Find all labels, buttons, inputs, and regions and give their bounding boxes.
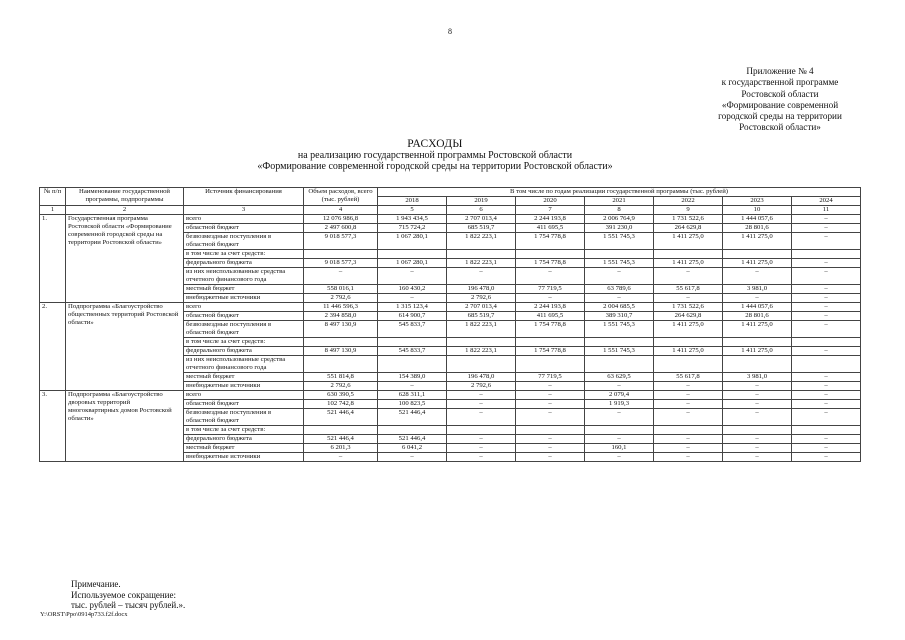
- col-number: 4: [304, 206, 378, 215]
- total-value: 551 814,8: [304, 373, 378, 382]
- total-value: 11 446 596,3: [304, 303, 378, 312]
- year-value: –: [516, 400, 585, 409]
- header-years-group: В том числе по годам реализации государственной программы (тыс. рублей): [378, 188, 861, 197]
- year-value: –: [585, 268, 654, 285]
- year-value: 389 310,7: [585, 312, 654, 321]
- appendix-line: городской среды на территории: [718, 111, 842, 122]
- year-value: 1 822 223,1: [447, 321, 516, 338]
- year-value: –: [378, 382, 447, 391]
- year-value: –: [723, 294, 792, 303]
- year-value: –: [723, 268, 792, 285]
- year-value: [723, 426, 792, 435]
- year-value: –: [792, 373, 861, 382]
- year-value: [723, 250, 792, 259]
- appendix-line: Ростовской области»: [739, 122, 821, 133]
- funding-source: безвозмездные поступления в областной бюджет: [184, 321, 304, 338]
- year-value: –: [723, 400, 792, 409]
- funding-source: безвозмездные поступления в областной бюджет: [184, 409, 304, 426]
- year-value: 100 823,5: [378, 400, 447, 409]
- header-year: 2021: [585, 197, 654, 206]
- year-value: –: [516, 268, 585, 285]
- year-value: [585, 338, 654, 347]
- year-value: 3 981,0: [723, 285, 792, 294]
- note-line: тыс. рублей – тысяч рублей.».: [71, 600, 186, 610]
- total-value: –: [304, 268, 378, 285]
- table-row: [40, 303, 861, 312]
- year-value: 1 411 275,0: [654, 347, 723, 356]
- header-source: Источник финансирования: [184, 188, 304, 206]
- year-value: 77 719,5: [516, 285, 585, 294]
- year-value: 1 551 745,3: [585, 321, 654, 338]
- year-value: 1 411 275,0: [723, 347, 792, 356]
- table-body: [40, 215, 861, 462]
- year-value: [516, 250, 585, 259]
- total-value: 8 497 130,9: [304, 347, 378, 356]
- funding-source: в том числе за счет средств:: [184, 338, 304, 347]
- year-value: –: [378, 453, 447, 462]
- year-value: [723, 356, 792, 373]
- total-value: 12 076 986,8: [304, 215, 378, 224]
- year-value: 1 411 275,0: [654, 233, 723, 250]
- year-value: 685 519,7: [447, 224, 516, 233]
- year-value: [585, 356, 654, 373]
- year-value: 154 389,0: [378, 373, 447, 382]
- year-value: 77 719,5: [516, 373, 585, 382]
- year-value: –: [516, 382, 585, 391]
- year-value: 1 754 778,8: [516, 259, 585, 268]
- year-value: –: [654, 268, 723, 285]
- year-value: –: [516, 435, 585, 444]
- year-value: –: [792, 268, 861, 285]
- total-value: –: [304, 453, 378, 462]
- year-value: 264 629,8: [654, 312, 723, 321]
- year-value: [792, 338, 861, 347]
- year-value: 160,1: [585, 444, 654, 453]
- year-value: 614 900,7: [378, 312, 447, 321]
- appendix-line: Приложение № 4: [746, 66, 814, 76]
- appendix-line: Ростовской области: [741, 88, 819, 99]
- funding-source: внебюджетные источники: [184, 382, 304, 391]
- header-num: № п/п: [40, 188, 66, 206]
- year-value: 1 411 275,0: [723, 321, 792, 338]
- total-value: 2 497 600,8: [304, 224, 378, 233]
- year-value: –: [792, 444, 861, 453]
- year-value: –: [516, 294, 585, 303]
- year-value: 2 707 013,4: [447, 215, 516, 224]
- year-value: [447, 426, 516, 435]
- year-value: –: [447, 268, 516, 285]
- year-value: 2 244 193,8: [516, 215, 585, 224]
- year-value: 1 551 745,3: [585, 259, 654, 268]
- year-value: –: [654, 444, 723, 453]
- year-value: 3 981,0: [723, 373, 792, 382]
- expenses-table: [39, 187, 861, 462]
- year-value: 160 430,2: [378, 285, 447, 294]
- year-value: –: [792, 435, 861, 444]
- funding-source: всего: [184, 303, 304, 312]
- funding-source: федерального бюджета: [184, 259, 304, 268]
- year-value: 2 006 764,9: [585, 215, 654, 224]
- year-value: –: [792, 303, 861, 312]
- appendix-line: к государственной программе: [721, 77, 839, 88]
- year-value: [516, 426, 585, 435]
- year-value: –: [654, 382, 723, 391]
- year-value: 55 617,8: [654, 373, 723, 382]
- year-value: –: [654, 453, 723, 462]
- year-value: [378, 356, 447, 373]
- year-value: –: [447, 400, 516, 409]
- year-value: 1 551 745,3: [585, 233, 654, 250]
- year-value: 521 446,4: [378, 435, 447, 444]
- year-value: –: [792, 391, 861, 400]
- header-total: Объем расходов, всего (тыс. рублей): [304, 188, 378, 206]
- year-value: –: [792, 224, 861, 233]
- program-name: Государственная программа Ростовской области «Формирование современной городской среды на территории Ростовской области»: [66, 215, 184, 303]
- col-number: 6: [447, 206, 516, 215]
- page-number: 8: [448, 27, 452, 36]
- year-value: 1 919,3: [585, 400, 654, 409]
- funding-source: из них неиспользованные средства отчетного финансового года: [184, 268, 304, 285]
- note-line: Примечание.: [71, 579, 121, 589]
- funding-source: областной бюджет: [184, 224, 304, 233]
- year-value: 1 411 275,0: [654, 321, 723, 338]
- col-number: 3: [184, 206, 304, 215]
- header-year: 2022: [654, 197, 723, 206]
- year-value: 2 792,6: [447, 382, 516, 391]
- year-value: –: [792, 294, 861, 303]
- total-value: 2 394 858,0: [304, 312, 378, 321]
- year-value: –: [654, 435, 723, 444]
- total-value: [304, 338, 378, 347]
- column-numbers-row: [40, 206, 861, 215]
- header-year: 2020: [516, 197, 585, 206]
- year-value: [378, 338, 447, 347]
- year-value: –: [723, 382, 792, 391]
- year-value: [447, 338, 516, 347]
- year-value: –: [792, 233, 861, 250]
- year-value: 715 724,2: [378, 224, 447, 233]
- year-value: –: [654, 391, 723, 400]
- total-value: 521 446,4: [304, 435, 378, 444]
- year-value: [654, 426, 723, 435]
- funding-source: местный бюджет: [184, 444, 304, 453]
- year-value: 1 822 223,1: [447, 233, 516, 250]
- file-path: Y:\ORST\Ppo\0914p733.f2f.docx: [40, 611, 128, 618]
- year-value: 628 311,1: [378, 391, 447, 400]
- year-value: –: [792, 215, 861, 224]
- year-value: –: [792, 312, 861, 321]
- funding-source: всего: [184, 391, 304, 400]
- year-value: 2 244 193,8: [516, 303, 585, 312]
- year-value: –: [723, 444, 792, 453]
- year-value: –: [378, 268, 447, 285]
- year-value: –: [447, 435, 516, 444]
- year-value: –: [792, 321, 861, 338]
- year-value: [723, 338, 792, 347]
- year-value: 1 754 778,8: [516, 347, 585, 356]
- total-value: 9 018 577,3: [304, 233, 378, 250]
- year-value: –: [378, 294, 447, 303]
- row-number: 2.: [40, 303, 66, 391]
- col-number: 9: [654, 206, 723, 215]
- title-line: «Формирование современной городской среды на территории Ростовской области»: [257, 161, 613, 172]
- year-value: 1 411 275,0: [723, 233, 792, 250]
- document-title: [240, 139, 630, 172]
- year-value: –: [447, 409, 516, 426]
- funding-source: федерального бюджета: [184, 435, 304, 444]
- header-year: 2024: [792, 197, 861, 206]
- header-year: 2023: [723, 197, 792, 206]
- year-value: –: [447, 391, 516, 400]
- year-value: [585, 426, 654, 435]
- note-line: Используемое сокращение:: [71, 589, 176, 600]
- year-value: [447, 250, 516, 259]
- year-value: [447, 356, 516, 373]
- year-value: 1 067 280,1: [378, 233, 447, 250]
- year-value: [792, 250, 861, 259]
- funding-source: местный бюджет: [184, 373, 304, 382]
- year-value: [516, 356, 585, 373]
- col-number: 11: [792, 206, 861, 215]
- year-value: 2 004 685,5: [585, 303, 654, 312]
- year-value: 2 792,6: [447, 294, 516, 303]
- appendix-block: [690, 66, 870, 134]
- year-value: –: [516, 409, 585, 426]
- year-value: 1 411 275,0: [723, 259, 792, 268]
- year-value: –: [654, 400, 723, 409]
- header-name: Наименование государственной программы, подпрограммы: [66, 188, 184, 206]
- year-value: –: [792, 259, 861, 268]
- year-value: 2 079,4: [585, 391, 654, 400]
- col-number: 7: [516, 206, 585, 215]
- year-value: 1 754 778,8: [516, 233, 585, 250]
- year-value: 63 629,5: [585, 373, 654, 382]
- col-number: 2: [66, 206, 184, 215]
- total-value: 9 018 577,3: [304, 259, 378, 268]
- year-value: 2 707 013,4: [447, 303, 516, 312]
- title-line: РАСХОДЫ: [407, 138, 463, 150]
- year-value: –: [792, 382, 861, 391]
- year-value: 685 519,7: [447, 312, 516, 321]
- year-value: 28 801,6: [723, 224, 792, 233]
- notes-block: [71, 579, 185, 611]
- year-value: –: [792, 409, 861, 426]
- year-value: [792, 356, 861, 373]
- program-name: Подпрограмма «Благоустройство дворовых территорий многоквартирных домов Ростовской области»: [66, 391, 184, 462]
- year-value: –: [792, 453, 861, 462]
- year-value: 1 731 522,6: [654, 215, 723, 224]
- funding-source: областной бюджет: [184, 312, 304, 321]
- year-value: [654, 356, 723, 373]
- year-value: –: [792, 400, 861, 409]
- row-number: 3.: [40, 391, 66, 462]
- year-value: [585, 250, 654, 259]
- year-value: 1 754 778,8: [516, 321, 585, 338]
- total-value: 8 497 130,9: [304, 321, 378, 338]
- year-value: 28 801,6: [723, 312, 792, 321]
- year-value: –: [585, 294, 654, 303]
- year-value: –: [792, 285, 861, 294]
- col-number: 1: [40, 206, 66, 215]
- header-year: 2019: [447, 197, 516, 206]
- year-value: [792, 426, 861, 435]
- total-value: [304, 250, 378, 259]
- year-value: 545 833,7: [378, 321, 447, 338]
- year-value: 391 230,0: [585, 224, 654, 233]
- year-value: –: [723, 453, 792, 462]
- funding-source: в том числе за счет средств:: [184, 250, 304, 259]
- total-value: 2 792,6: [304, 294, 378, 303]
- year-value: 521 446,4: [378, 409, 447, 426]
- total-value: [304, 426, 378, 435]
- year-value: 1 943 434,5: [378, 215, 447, 224]
- year-value: [654, 338, 723, 347]
- funding-source: федерального бюджета: [184, 347, 304, 356]
- year-value: 1 551 745,3: [585, 347, 654, 356]
- year-value: [378, 426, 447, 435]
- total-value: 558 016,1: [304, 285, 378, 294]
- row-number: 1.: [40, 215, 66, 303]
- table-row: [40, 391, 861, 400]
- year-value: 1 444 057,6: [723, 303, 792, 312]
- year-value: –: [516, 453, 585, 462]
- funding-source: всего: [184, 215, 304, 224]
- year-value: –: [447, 444, 516, 453]
- year-value: 1 067 280,1: [378, 259, 447, 268]
- program-name: Подпрограмма «Благоустройство общественных территорий Ростовской области»: [66, 303, 184, 391]
- funding-source: внебюджетные источники: [184, 294, 304, 303]
- year-value: –: [585, 453, 654, 462]
- year-value: –: [723, 435, 792, 444]
- header-year: 2018: [378, 197, 447, 206]
- year-value: –: [585, 382, 654, 391]
- year-value: –: [723, 409, 792, 426]
- year-value: 196 478,0: [447, 285, 516, 294]
- year-value: 1 822 223,1: [447, 259, 516, 268]
- year-value: 55 617,8: [654, 285, 723, 294]
- year-value: –: [723, 391, 792, 400]
- year-value: –: [516, 391, 585, 400]
- col-number: 10: [723, 206, 792, 215]
- year-value: 1 411 275,0: [654, 259, 723, 268]
- year-value: 1 731 522,6: [654, 303, 723, 312]
- funding-source: в том числе за счет средств:: [184, 426, 304, 435]
- year-value: 545 833,7: [378, 347, 447, 356]
- total-value: 6 201,3: [304, 444, 378, 453]
- year-value: [516, 338, 585, 347]
- year-value: 411 695,5: [516, 312, 585, 321]
- year-value: –: [654, 294, 723, 303]
- appendix-line: «Формирование современной: [721, 99, 839, 110]
- year-value: –: [516, 444, 585, 453]
- year-value: 1 444 057,6: [723, 215, 792, 224]
- total-value: [304, 356, 378, 373]
- year-value: 264 629,8: [654, 224, 723, 233]
- funding-source: областной бюджет: [184, 400, 304, 409]
- year-value: 1 315 123,4: [378, 303, 447, 312]
- year-value: [654, 250, 723, 259]
- table-row: [40, 215, 861, 224]
- total-value: 102 742,8: [304, 400, 378, 409]
- year-value: 63 789,6: [585, 285, 654, 294]
- year-value: 411 695,5: [516, 224, 585, 233]
- total-value: 2 792,6: [304, 382, 378, 391]
- year-value: –: [792, 347, 861, 356]
- funding-source: местный бюджет: [184, 285, 304, 294]
- year-value: –: [447, 453, 516, 462]
- year-value: 1 822 223,1: [447, 347, 516, 356]
- funding-source: безвозмездные поступления в областной бюджет: [184, 233, 304, 250]
- total-value: 521 446,4: [304, 409, 378, 426]
- funding-source: внебюджетные источники: [184, 453, 304, 462]
- year-value: –: [585, 435, 654, 444]
- funding-source: из них неиспользованные средства отчетного финансового года: [184, 356, 304, 373]
- col-number: 8: [585, 206, 654, 215]
- year-value: –: [654, 409, 723, 426]
- title-line: на реализацию государственной программы Ростовской области: [297, 150, 573, 161]
- year-value: [378, 250, 447, 259]
- col-number: 5: [378, 206, 447, 215]
- year-value: 196 478,0: [447, 373, 516, 382]
- total-value: 630 390,5: [304, 391, 378, 400]
- year-value: –: [585, 409, 654, 426]
- year-value: 6 041,2: [378, 444, 447, 453]
